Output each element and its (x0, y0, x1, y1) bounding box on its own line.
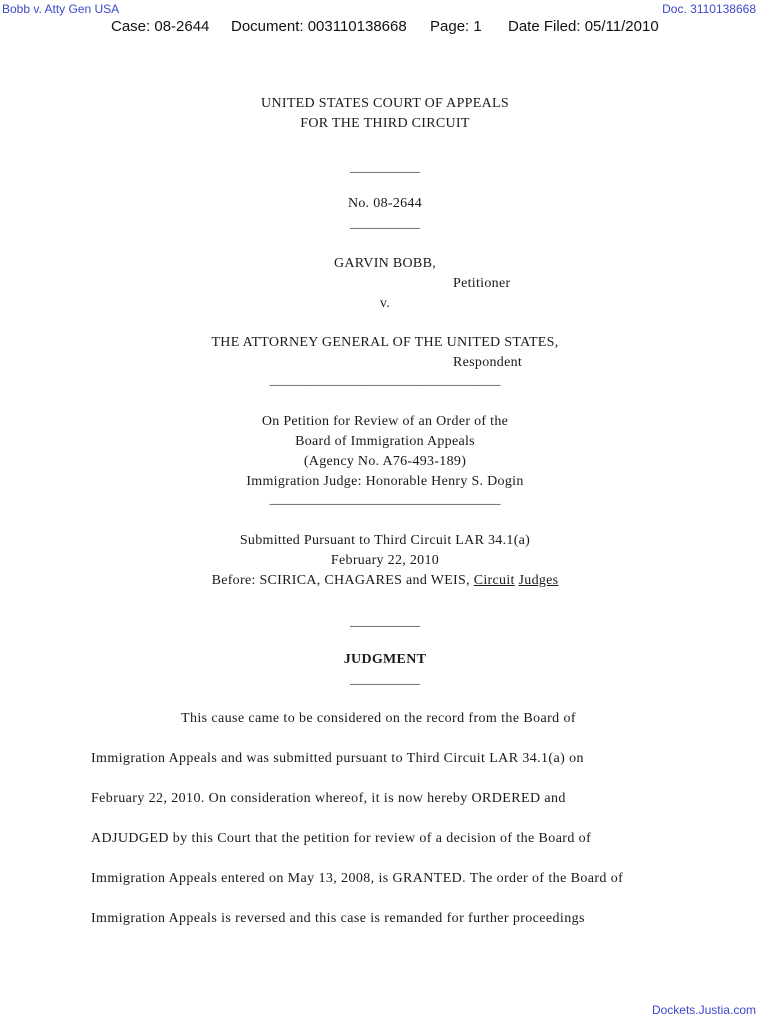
judges-word: Judges (518, 573, 559, 588)
body-line-1: This cause came to be considered on the record from the Board of (181, 711, 576, 726)
versus: v. (379, 296, 391, 311)
circuit-word: Circuit (473, 573, 515, 588)
petitioner-name: GARVIN BOBB, (333, 256, 437, 271)
immigration-judge: Immigration Judge: Honorable Henry S. Dogin (246, 474, 524, 489)
body-line-5: Immigration Appeals entered on May 13, 2008, is GRANTED. The order of the Board of (91, 871, 624, 886)
case-title-link[interactable]: Bobb v. Atty Gen USA (2, 2, 120, 16)
body-line-3: February 22, 2010. On consideration whereof, it is now hereby ORDERED and (91, 791, 566, 806)
case-number: No. 08-2644 (347, 196, 423, 211)
panel-judges (0, 573, 770, 589)
date-filed-header: Date Filed: 05/11/2010 (508, 18, 659, 35)
respondent-name: THE ATTORNEY GENERAL OF THE UNITED STATES, (211, 335, 559, 350)
separator-5: __________ (350, 614, 420, 629)
case-number-header: Case: 08-2644 (111, 18, 210, 35)
body-line-6: Immigration Appeals is reversed and this case is remanded for further proceedings (91, 911, 585, 926)
panel-judges-names: Before: SCIRICA, CHAGARES and WEIS, (211, 573, 474, 588)
respondent-role: Respondent (453, 355, 523, 370)
submission-line: Submitted Pursuant to Third Circuit LAR 34.1(a) (239, 533, 531, 548)
petition-line2: Board of Immigration Appeals (295, 434, 475, 449)
separator-4: _________________________________ (269, 492, 501, 507)
dockets-justia-link[interactable]: Dockets.Justia.com (651, 1003, 756, 1017)
body-line-2: Immigration Appeals and was submitted pursuant to Third Circuit LAR 34.1(a) on (91, 751, 584, 766)
document-id-header: Document: 003110138668 (231, 18, 407, 35)
separator-3: _________________________________ (269, 373, 501, 388)
separator-1: __________ (350, 160, 420, 175)
document-number-link[interactable]: Doc. 3110138668 (662, 2, 756, 16)
petition-line1: On Petition for Review of an Order of the (261, 414, 509, 429)
separator-2: __________ (350, 216, 420, 231)
agency-number: (Agency No. A76-493-189) (303, 454, 467, 469)
court-name-line2: FOR THE THIRD CIRCUIT (300, 116, 470, 131)
body-line-4: ADJUDGED by this Court that the petition for review of a decision of the Board of (91, 831, 592, 846)
petitioner-role: Petitioner (453, 276, 511, 291)
page-number-header: Page: 1 (430, 18, 482, 35)
submission-date: February 22, 2010 (330, 553, 440, 568)
court-name-line1: UNITED STATES COURT OF APPEALS (261, 96, 509, 111)
judgment-title: JUDGMENT (343, 652, 427, 667)
separator-6: __________ (350, 672, 420, 687)
